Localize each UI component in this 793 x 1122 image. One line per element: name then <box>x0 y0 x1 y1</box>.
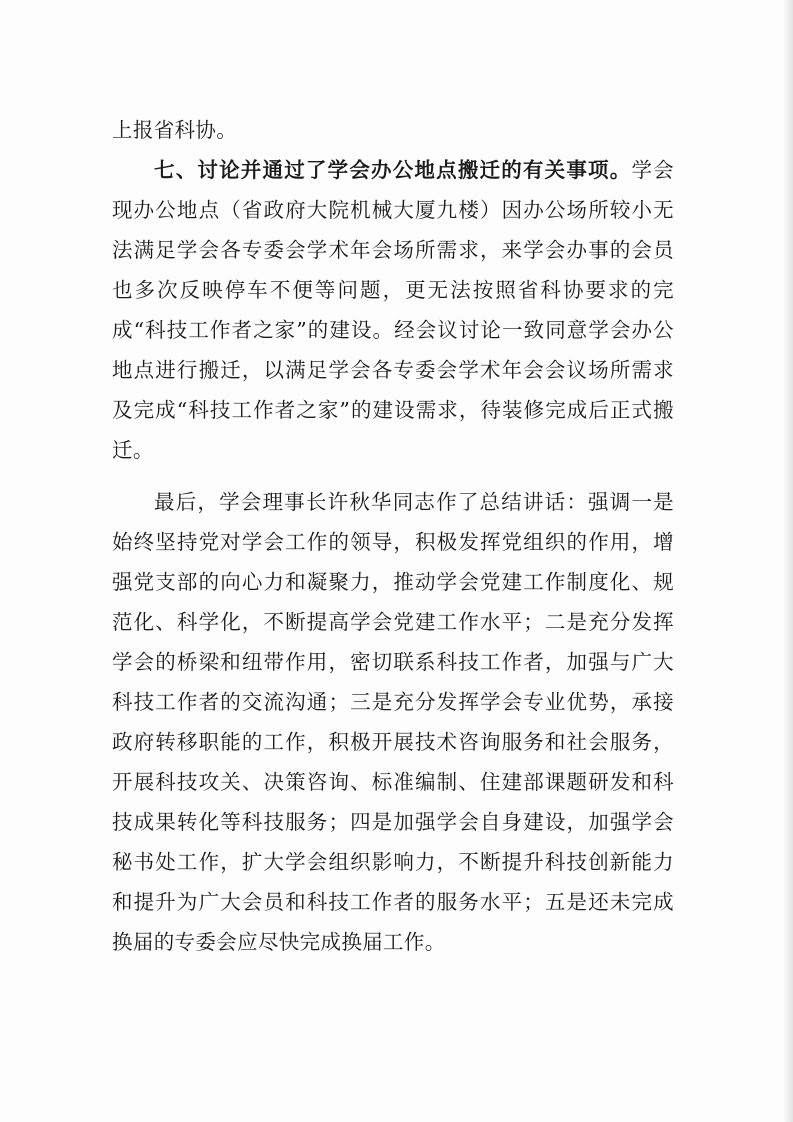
item-seven-heading: 七、讨论并通过了学会办公地点搬迁的有关事项。 <box>154 158 632 182</box>
paragraph-item-seven <box>112 150 674 470</box>
closing-speech-text: 最后，学会理事长许秋华同志作了总结讲话：强调一是始终坚持党对学会工作的领导，积极发挥党组织的作用，增强党支部的向心力和凝聚力，推动学会党建工作制度化、规范化、科学化，不断提高学会党建工作水平；二是充分发挥学会的桥梁和纽带作用，密切联系科技工作者，加强与广大科技工作者的交流沟通；三是充分发挥学会专业优势，承接政府转移职能的工作，积极开展技术咨询服务和社会服务，开展科技攻关、决策咨询、标准编制、住建部课题研发和科技成果转化等科技服务；四是加强学会自身建设，加强学会秘书处工作，扩大学会组织影响力，不断提升科技创新能力和提升为广大会员和科技工作者的服务水平；五是还未完成换届的专委会应尽快完成换届工作。 <box>112 490 674 954</box>
paragraph-continuation <box>112 110 674 150</box>
paragraph-text: 上报省科协。 <box>112 118 238 142</box>
document-body <box>112 110 674 962</box>
paragraph-closing-speech <box>112 482 674 962</box>
page-edge-shadow <box>783 0 793 1122</box>
item-seven-body: 学会现办公地点（省政府大院机械大厦九楼）因办公场所较小无法满足学会各专委会学术年会场所需求，来学会办事的会员也多次反映停车不便等问题，更无法按照省科协要求的完成“科技工作者之家”的建设。经会议讨论一致同意学会办公地点进行搬迁，以满足学会各专委会学术年会会议场所需求及完成“科技工作者之家”的建设需求，待装修完成后正式搬迁。 <box>112 158 675 462</box>
